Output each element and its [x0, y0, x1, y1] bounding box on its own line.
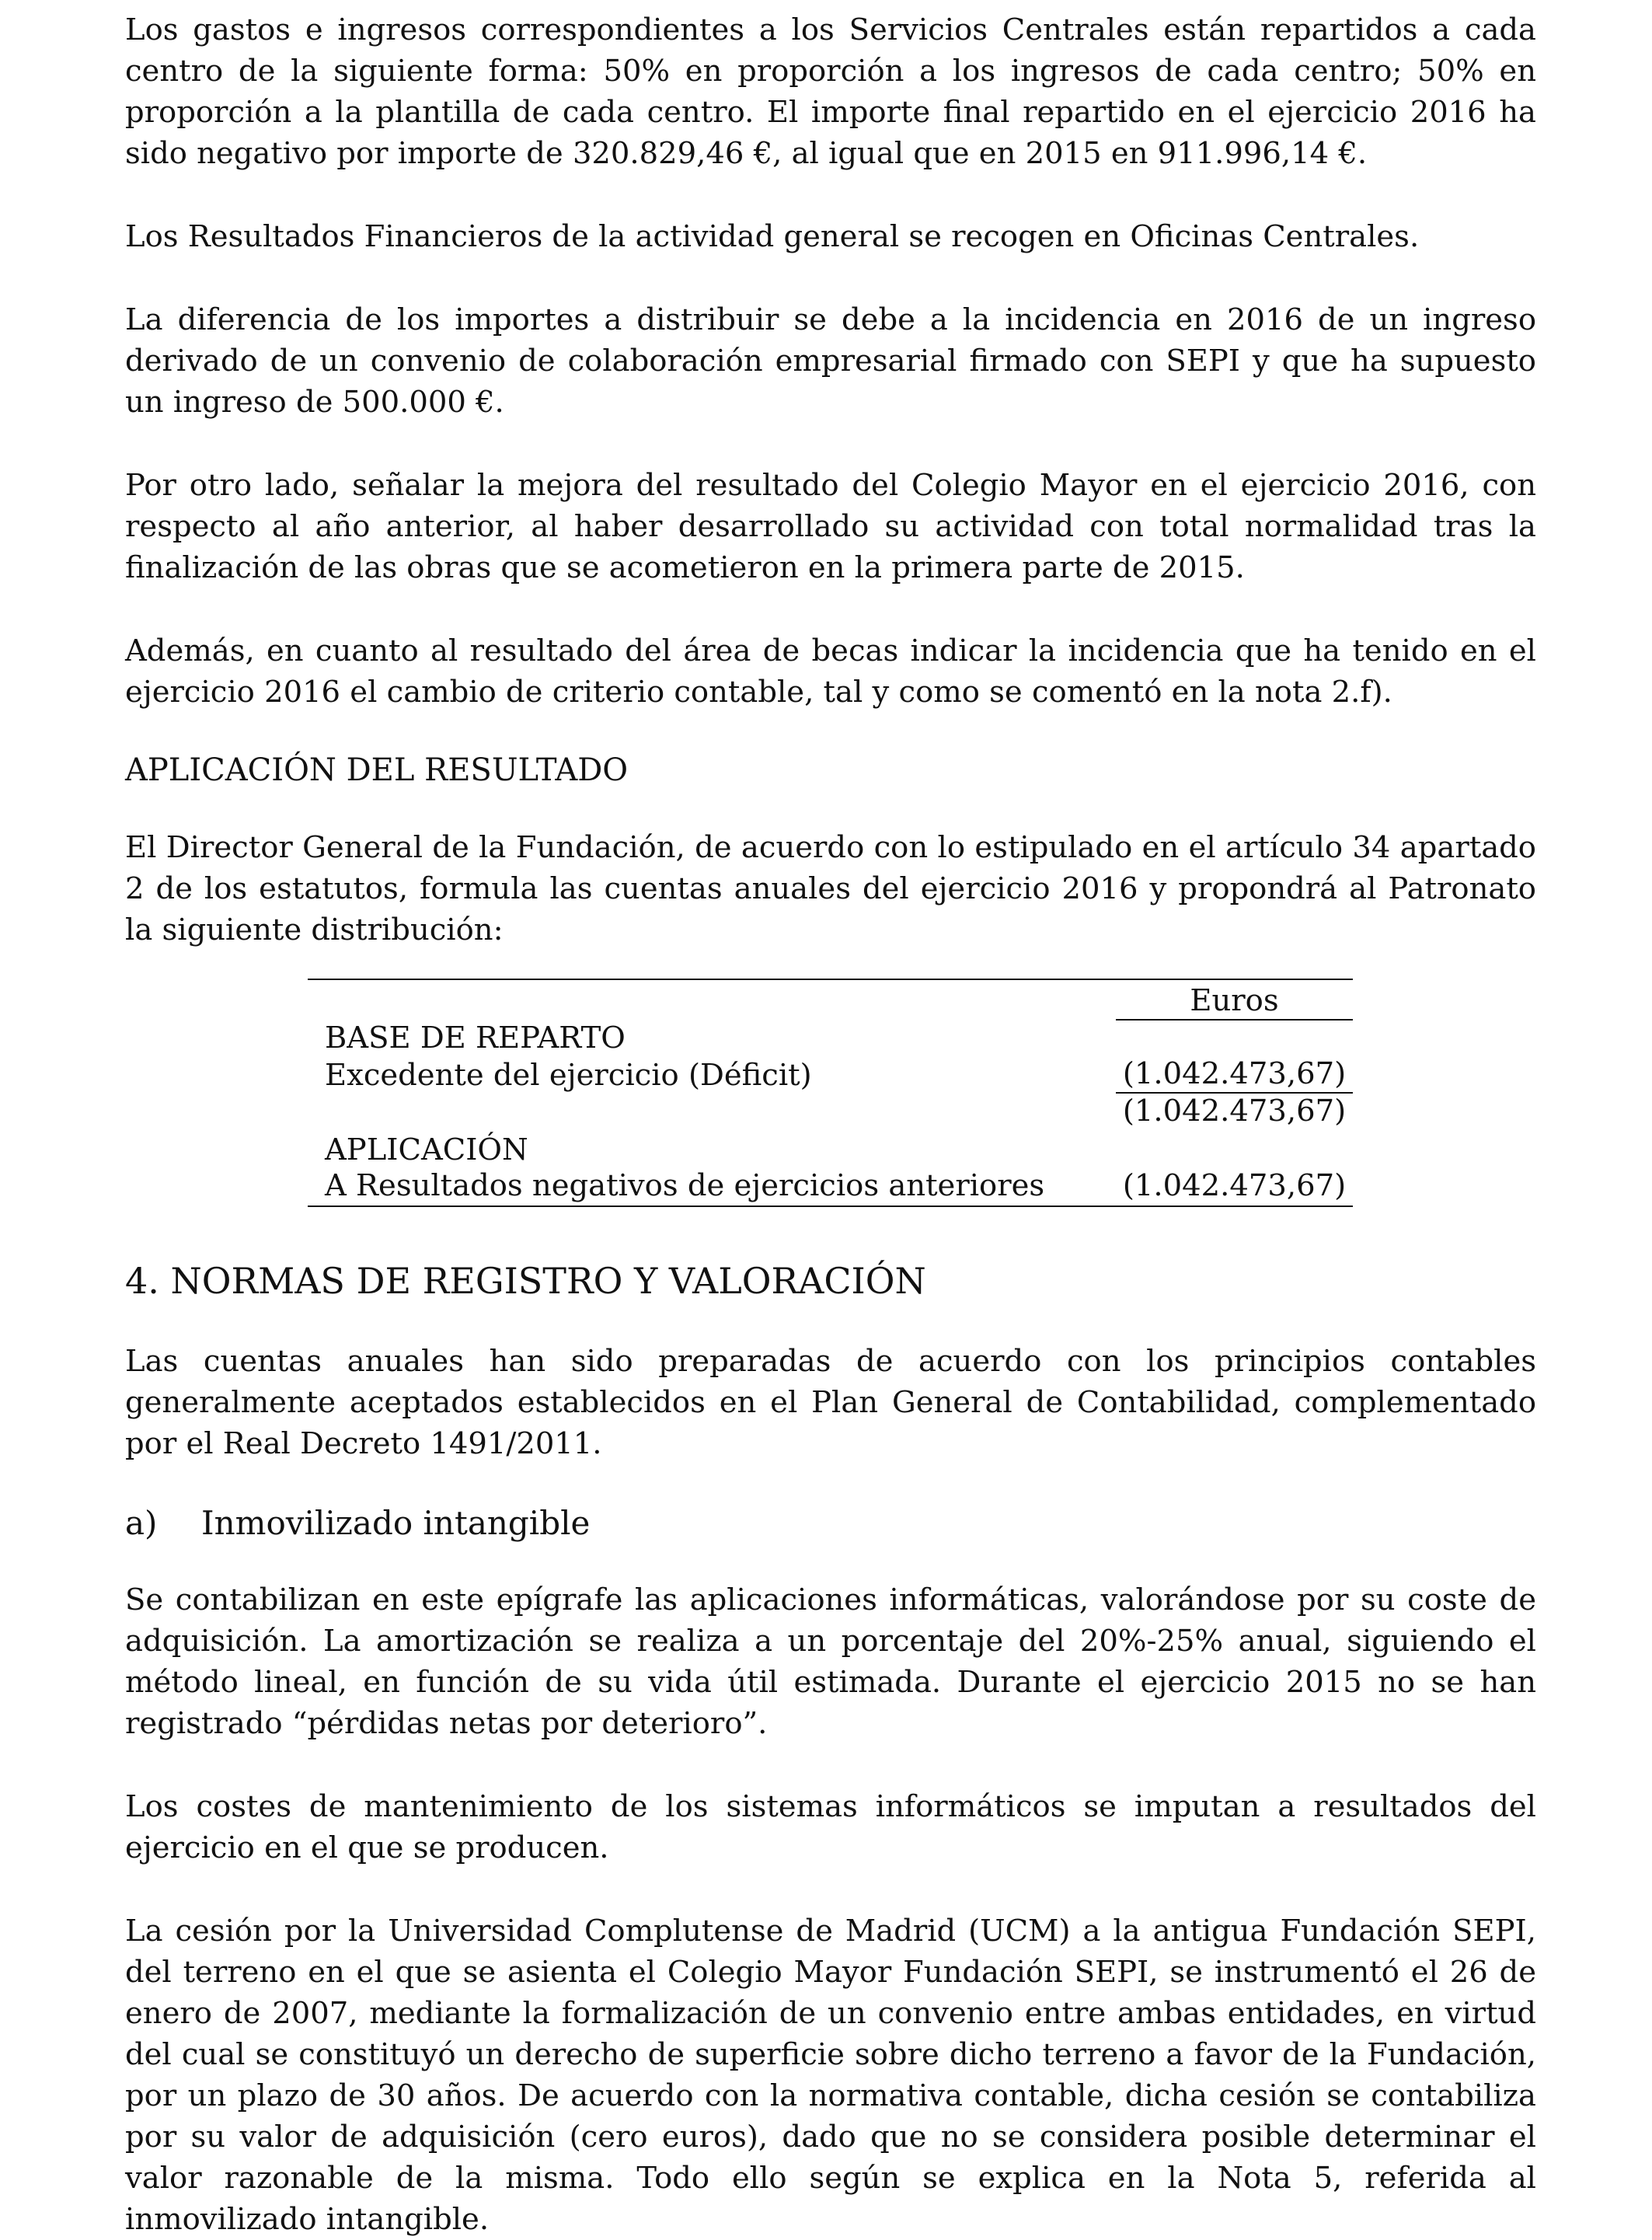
aplicacion-heading: APLICACIÓN DEL RESULTADO: [125, 752, 629, 788]
normas-intro: Las cuentas anuales han sido preparadas de acuerdo con los principios contables generalmente aceptados establecidos en el Plan General de Contabilidad, complementado por el Real Decreto 1491/2011.: [125, 1344, 1536, 1461]
table-header-row: [308, 980, 1353, 1021]
document-page: [125, 9, 1536, 2240]
table-row: [308, 1021, 1353, 1056]
base-total-value: (1.042.473,67): [1122, 1094, 1347, 1129]
base-reparto-label: BASE DE REPARTO: [325, 1021, 626, 1055]
table-row: [308, 1168, 1353, 1207]
aplicacion-label: APLICACIÓN: [325, 1132, 528, 1167]
table-row: [308, 1094, 1353, 1129]
paragraph-diferencia-importes: La diferencia de los importes a distribuir se debe a la incidencia en 2016 de un ingreso derivado de un convenio de colaboración empresarial firmado con SEPI y que ha supuesto un ingreso de 500.000 €.: [125, 302, 1536, 420]
excedente-label: Excedente del ejercicio (Déficit): [325, 1058, 812, 1093]
paragraph-costes-mantenimiento: Los costes de mantenimiento de los sistemas informáticos se imputan a resultados del ejercicio en el que se producen.: [125, 1789, 1536, 1865]
paragraph-cesion-ucm: La cesión por la Universidad Complutense de Madrid (UCM) a la antigua Fundación SEPI, del terreno en el que se asienta el Colegio Mayor Fundación SEPI, se instrumentó el 26 de enero de 2007, mediante la formalización de un convenio entre ambas entidades, en virtud del cual se constituyó un derecho de superficie sobre dicho terreno a favor de la Fundación, por un plazo de 30 años. De acuerdo con la normativa contable, dicha cesión se contabiliza por su valor de adquisición (cero euros), dado que no se considera posible determinar el valor razonable de la misma. Todo ello según se explica en la Nota 5, referida al inmovilizado intangible.: [125, 1914, 1536, 2237]
distribution-table: [308, 979, 1353, 1207]
subsection-heading: [125, 1502, 1536, 1545]
paragraph-aplicaciones-informaticas: Se contabilizan en este epígrafe las aplicaciones informáticas, valorándose por su coste de adquisición. La amortización se realiza a un porcentaje del 20%-25% anual, siguiendo el método lineal, en función de su vida útil estimada. Durante el ejercicio 2015 no se han registrado “pérdidas netas por deterioro”.: [125, 1582, 1536, 1741]
resultados-negativos-value: (1.042.473,67): [1122, 1168, 1347, 1203]
currency-header: Euros: [1116, 983, 1353, 1021]
paragraph-servicios-centrales: Los gastos e ingresos correspondientes a los Servicios Centrales están repartidos a cada centro de la siguiente forma: 50% en proporción a los ingresos de cada centro; 50% en proporción a la plantilla de cada centro. El importe final repartido en el ejercicio 2016 ha sido negativo por importe de 320.829,46 €, al igual que en 2015 en 911.996,14 €.: [125, 12, 1536, 171]
subsection-letter: a): [125, 1504, 158, 1542]
table-row: [308, 1132, 1353, 1168]
normas-heading: 4. NORMAS DE REGISTRO Y VALORACIÓN: [125, 1260, 926, 1302]
aplicacion-intro: El Director General de la Fundación, de acuerdo con lo estipulado en el artículo 34 apartado 2 de los estatutos, formula las cuentas anuales del ejercicio 2016 y propondrá al Patronato la siguiente distribución:: [125, 830, 1536, 947]
paragraph-colegio-mayor: Por otro lado, señalar la mejora del resultado del Colegio Mayor en el ejercicio 2016, con respecto al año anterior, al haber desarrollado su actividad con total normalidad tras la finalización de las obras que se acometieron en la primera parte de 2015.: [125, 468, 1536, 585]
excedente-value: (1.042.473,67): [1116, 1056, 1353, 1094]
resultados-negativos-label: A Resultados negativos de ejercicios anteriores: [325, 1168, 1045, 1203]
subsection-title: Inmovilizado intangible: [201, 1504, 591, 1542]
paragraph-resultados-financieros: Los Resultados Financieros de la actividad general se recogen en Oficinas Centrales.: [125, 219, 1420, 254]
table-row: [308, 1056, 1353, 1094]
paragraph-area-becas: Además, en cuanto al resultado del área de becas indicar la incidencia que ha tenido en el ejercicio 2016 el cambio de criterio contable, tal y como se comentó en la nota 2.f).: [125, 633, 1536, 710]
